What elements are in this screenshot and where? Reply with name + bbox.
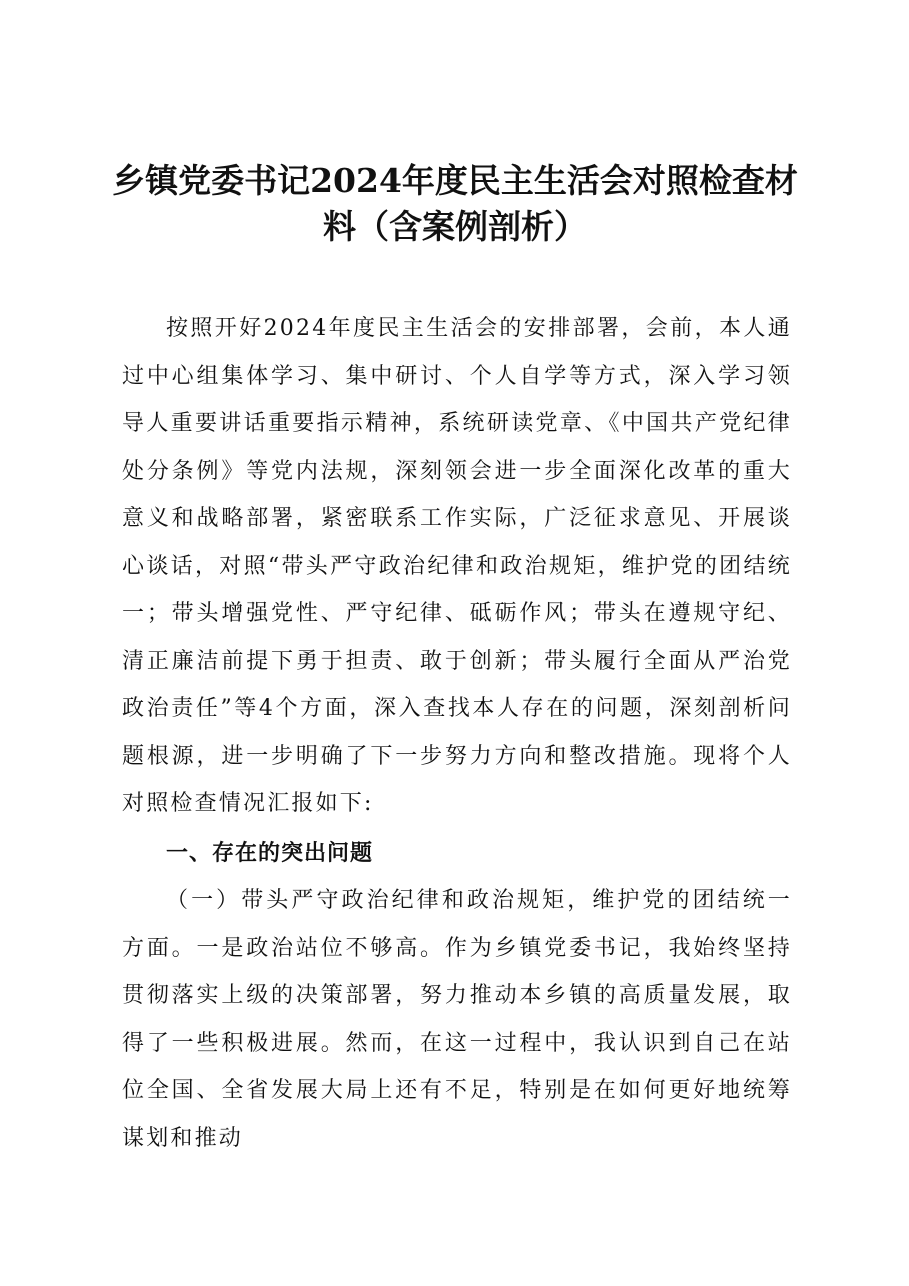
document-body: [122, 305, 792, 1162]
section-heading: 一、存在的突出问题: [166, 840, 374, 866]
document-title: 乡镇党委书记2024年度民主生活会对照检查材料（含案例剖析）: [112, 161, 798, 246]
intro-paragraph: 按照开好2024年度民主生活会的安排部署，会前，本人通过中心组集体学习、集中研讨、个人自学等方式，深入学习领导人重要讲话重要指示精神，系统研读党章、《中国共产党纪律处分条例》等党内法规，深刻领会进一步全面深化改革的重大意义和战略部署，紧密联系工作实际，广泛征求意见、开展谈心谈话，对照“带头严守政治纪律和政治规矩，维护党的团结统一；带头增强党性、严守纪律、砥砺作风；带头在遵规守纪、清正廉洁前提下勇于担责、敢于创新；带头履行全面从严治党政治责任”等4个方面，深入查找本人存在的问题，深刻剖析问题根源，进一步明确了下一步努力方向和整改措施。现将个人对照检查情况汇报如下:: [122, 316, 792, 816]
subsection-paragraph: （一）带头严守政治纪律和政治规矩，维护党的团结统一方面。一是政治站位不够高。作为乡镇党委书记，我始终坚持贯彻落实上级的决策部署，努力推动本乡镇的高质量发展，取得了一些积极进展。然而，在这一过程中，我认识到自己在站位全国、全省发展大局上还有不足，特别是在如何更好地统筹谋划和推动: [122, 888, 792, 1151]
